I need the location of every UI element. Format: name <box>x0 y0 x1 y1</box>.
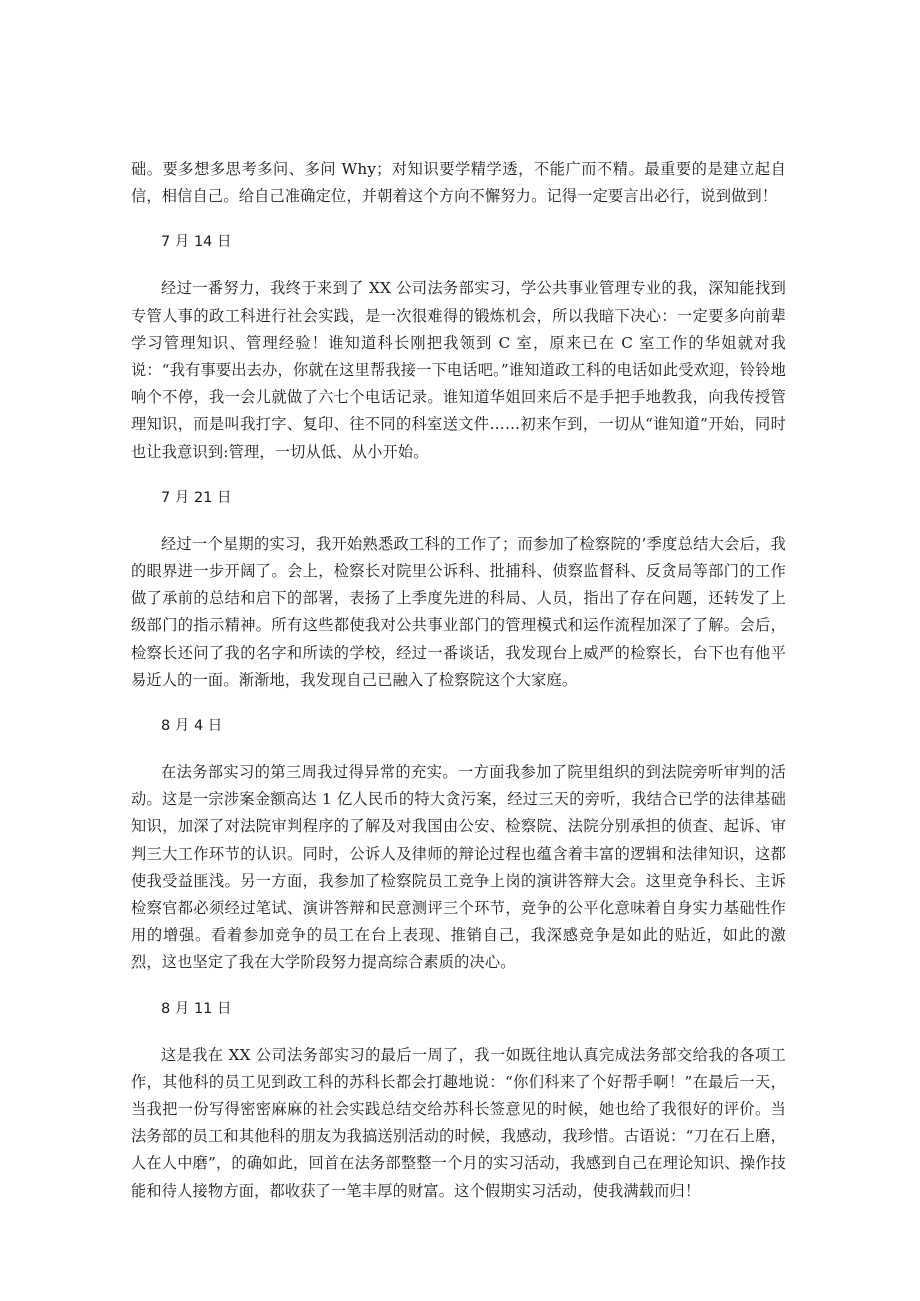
document-page <box>131 156 786 1205</box>
entry-paragraph-aug-4: 在法务部实习的第三周我过得异常的充实。一方面我参加了院里组织的到法院旁听审判的活动。这是一宗涉案金额高达 1 亿人民币的特大贪污案，经过三天的旁听，我结合已学的法律基础知识，加深了对法院审判程序的了解及对我国由公安、检察院、法院分别承担的侦查、起诉、审判三大工作环节的认识。同时，公诉人及律师的辩论过程也蕴含着丰富的逻辑和法律知识，这都使我受益匪浅。另一方面，我参加了检察院员工竞争上岗的演讲答辩大会。这里竞争科长、主诉检察官都必须经过笔试、演讲答辩和民意测评三个环节，竞争的公平化意味着自身实力基础性作用的增强。看着参加竞争的员工在台上表现、推销自己，我深感竞争是如此的贴近，如此的激烈，这也坚定了我在大学阶段努力提高综合素质的决心。 <box>131 763 786 972</box>
continued-paragraph: 础。要多想多思考多问、多问 Why；对知识要学精学透，不能广而不精。最重要的是建立起自信，相信自己。给自己准确定位，并朝着这个方向不懈努力。记得一定要言出必行，说到做到！ <box>131 160 786 206</box>
entry-paragraph-jul-21: 经过一个星期的实习，我开始熟悉政工科的工作了；而参加了检察院的’季度总结大会后，我的眼界进一步开阔了。会上，检察长对院里公诉科、批捕科、侦察监督科、反贪局等部门的工作做了承前的总结和启下的部署，表扬了上季度先进的科局、人员，指出了存在问题，还转发了上级部门的指示精神。所有这些都使我对公共事业部门的管理模式和运作流程加深了了解。会后，检察长还问了我的名字和所读的学校，经过一番谈话，我发现台上威严的检察长，台下也有他平易近人的一面。渐渐地，我发现自己已融入了检察院这个大家庭。 <box>131 534 786 689</box>
entry-date-aug-11: 8 月 11 日 <box>161 1000 232 1017</box>
entry-date-aug-4: 8 月 4 日 <box>161 718 223 735</box>
entry-paragraph-jul-14: 经过一番努力，我终于来到了 XX 公司法务部实习，学公共事业管理专业的我，深知能找到专管人事的政工科进行社会实践，是一次很难得的锻炼机会，所以我暗下决心：一定要多向前辈学习管理知识、管理经验！谁知道科长刚把我领到 C 室，原来已在 C 室工作的华姐就对我说：“我有事要出去办，你就在这里帮我接一下电话吧。”谁知道政工科的电话如此受欢迎，铃铃地响个不停，我一会儿就做了六七个电话记录。谁知道华姐回来后不是手把手地教我，向我传授管理知识，而是叫我打字、复印、往不同的科室送文件……初来乍到，一切从“谁知道”开始，同时也让我意识到:管理，一切从低、从小开始。 <box>131 279 786 461</box>
entry-paragraph-aug-11: 这是我在 XX 公司法务部实习的最后一周了，我一如既往地认真完成法务部交给我的各项工作，其他科的员工见到政工科的苏科长都会打趣地说：“你们科来了个好帮手啊！”在最后一天，当我把一份写得密密麻麻的社会实践总结交给苏科长签意见的时候，她也给了我很好的评价。当法务部的员工和其他科的朋友为我搞送别活动的时候，我感动，我珍惜。古语说：“刀在石上磨，人在人中磨”，的确如此，回首在法务部整整一个月的实习活动，我感到自己在理论知识、操作技能和待人接物方面，都收获了一笔丰厚的财富。这个假期实习活动，使我满载而归！ <box>131 1045 786 1200</box>
entry-date-jul-14: 7 月 14 日 <box>161 234 232 251</box>
entry-date-jul-21: 7 月 21 日 <box>161 489 232 506</box>
